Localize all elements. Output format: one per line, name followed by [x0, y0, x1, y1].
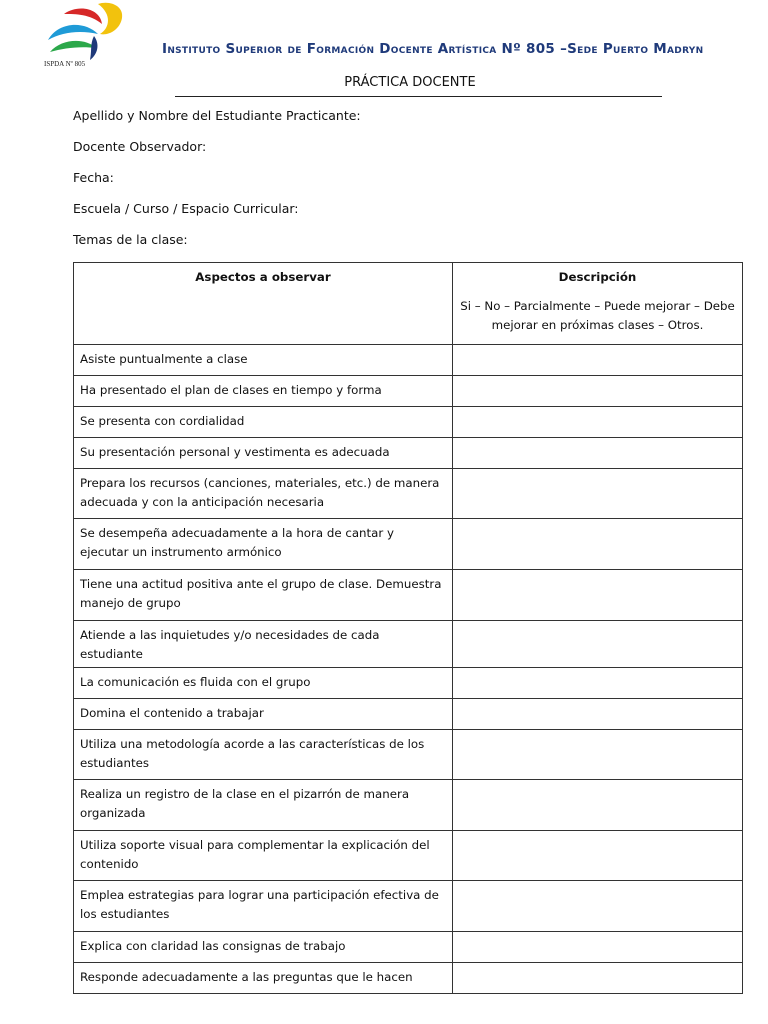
page-subtitle: PRÁCTICA DOCENTE	[344, 75, 476, 90]
field-class-topics: Temas de la clase:	[73, 232, 188, 247]
description-cell[interactable]	[453, 438, 743, 469]
aspect-cell: Domina el contenido a trabajar	[74, 699, 453, 730]
description-cell[interactable]	[453, 881, 743, 932]
description-cell[interactable]	[453, 376, 743, 407]
table-row	[74, 831, 743, 881]
description-cell[interactable]	[453, 345, 743, 376]
description-cell[interactable]	[453, 932, 743, 963]
aspect-cell: Responde adecuadamente a las preguntas que le hacen	[74, 963, 453, 994]
description-cell[interactable]	[453, 407, 743, 438]
aspect-cell: Utiliza soporte visual para complementar la explicación del contenido	[74, 831, 453, 881]
header-divider	[175, 96, 662, 97]
field-student-name: Apellido y Nombre del Estudiante Practicante:	[73, 108, 361, 123]
table-row	[74, 345, 743, 376]
table-row	[74, 699, 743, 730]
header-description-title: Descripción	[558, 270, 637, 284]
observation-table	[73, 262, 743, 994]
description-cell[interactable]	[453, 963, 743, 994]
aspect-cell: Emplea estrategias para lograr una participación efectiva de los estudiantes	[74, 881, 453, 932]
description-cell[interactable]	[453, 519, 743, 570]
table-row	[74, 932, 743, 963]
header-aspects: Aspectos a observar	[74, 263, 453, 345]
header-description-note: Si – No – Parcialmente – Puede mejorar – Debe mejorar en próximas clases – Otros.	[460, 298, 735, 332]
description-cell[interactable]	[453, 831, 743, 881]
logo-swirl-icon	[40, 0, 132, 66]
table-row	[74, 730, 743, 780]
aspect-cell: Prepara los recursos (canciones, materiales, etc.) de manera adecuada y con la anticipación necesaria	[74, 469, 453, 519]
description-cell[interactable]	[453, 570, 743, 621]
table-row	[74, 469, 743, 519]
description-cell[interactable]	[453, 469, 743, 519]
aspect-cell: Utiliza una metodología acorde a las características de los estudiantes	[74, 730, 453, 780]
aspect-cell: Tiene una actitud positiva ante el grupo de clase. Demuestra manejo de grupo	[74, 570, 453, 621]
aspect-cell: Su presentación personal y vestimenta es adecuada	[74, 438, 453, 469]
field-date: Fecha:	[73, 170, 114, 185]
aspect-cell: Ha presentado el plan de clases en tiempo y forma	[74, 376, 453, 407]
table-row	[74, 668, 743, 699]
field-observer: Docente Observador:	[73, 139, 207, 154]
description-cell[interactable]	[453, 780, 743, 831]
description-cell[interactable]	[453, 668, 743, 699]
description-cell[interactable]	[453, 730, 743, 780]
table-header-row	[74, 263, 743, 345]
table-row	[74, 963, 743, 994]
table-row	[74, 376, 743, 407]
aspect-cell: Asiste puntualmente a clase	[74, 345, 453, 376]
table-row	[74, 881, 743, 932]
institute-logo	[40, 0, 132, 74]
aspect-cell: Explica con claridad las consignas de trabajo	[74, 932, 453, 963]
table-row	[74, 570, 743, 621]
table-row	[74, 438, 743, 469]
logo-caption: ISPDA Nº 805	[44, 60, 86, 68]
institute-name: Instituto Superior de Formación Docente Artística Nº 805 –Sede Puerto Madryn	[162, 41, 704, 57]
table-row	[74, 780, 743, 831]
table-row	[74, 621, 743, 668]
header-description	[453, 263, 743, 345]
field-school-course: Escuela / Curso / Espacio Curricular:	[73, 201, 299, 216]
aspect-cell: Atiende a las inquietudes y/o necesidades de cada estudiante	[74, 621, 453, 668]
aspect-cell: Se desempeña adecuadamente a la hora de cantar y ejecutar un instrumento armónico	[74, 519, 453, 570]
table-row	[74, 407, 743, 438]
aspect-cell: Se presenta con cordialidad	[74, 407, 453, 438]
table-row	[74, 519, 743, 570]
aspect-cell: Realiza un registro de la clase en el pizarrón de manera organizada	[74, 780, 453, 831]
aspect-cell: La comunicación es fluida con el grupo	[74, 668, 453, 699]
description-cell[interactable]	[453, 621, 743, 668]
description-cell[interactable]	[453, 699, 743, 730]
